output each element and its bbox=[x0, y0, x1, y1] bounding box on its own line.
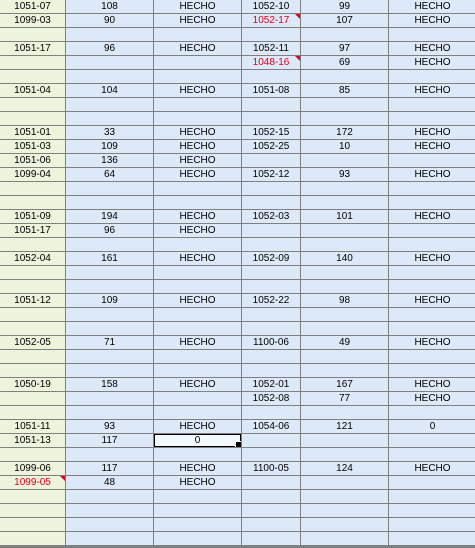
cell-r14-c2[interactable] bbox=[66, 182, 153, 195]
cell-r6-c4[interactable] bbox=[242, 70, 300, 83]
selected-cell[interactable]: 0 bbox=[154, 434, 241, 447]
cell-r27-c5[interactable] bbox=[301, 364, 388, 377]
cell-r29-c3[interactable] bbox=[154, 392, 241, 405]
cell-r37-c5[interactable] bbox=[301, 504, 388, 517]
fill-handle[interactable] bbox=[235, 441, 241, 447]
cell-r18-c6[interactable] bbox=[389, 238, 475, 251]
cell-r31-c1[interactable]: 1051-11 bbox=[0, 420, 65, 433]
cell-r5-c1[interactable] bbox=[0, 56, 65, 69]
cell-r25-c4[interactable]: 1100-06 bbox=[242, 336, 300, 349]
cell-r17-c6[interactable] bbox=[389, 224, 475, 237]
cell-r5-c6[interactable]: HECHO bbox=[389, 56, 475, 69]
cell-r18-c3[interactable] bbox=[154, 238, 241, 251]
cell-r2-c5[interactable]: 107 bbox=[301, 14, 388, 27]
cell-r13-c3[interactable]: HECHO bbox=[154, 168, 241, 181]
cell-r22-c5[interactable]: 98 bbox=[301, 294, 388, 307]
cell-r35-c5[interactable] bbox=[301, 476, 388, 489]
cell-r11-c1[interactable]: 1051-03 bbox=[0, 140, 65, 153]
cell-r8-c4[interactable] bbox=[242, 98, 300, 111]
cell-r4-c5[interactable]: 97 bbox=[301, 42, 388, 55]
cell-r23-c6[interactable] bbox=[389, 308, 475, 321]
cell-r6-c1[interactable] bbox=[0, 70, 65, 83]
cell-r34-c3[interactable]: HECHO bbox=[154, 462, 241, 475]
cell-r10-c1[interactable]: 1051-01 bbox=[0, 126, 65, 139]
cell-r10-c4[interactable]: 1052-15 bbox=[242, 126, 300, 139]
cell-r38-c2[interactable] bbox=[66, 518, 153, 531]
cell-r11-c4[interactable]: 1052-25 bbox=[242, 140, 300, 153]
cell-r38-c6[interactable] bbox=[389, 518, 475, 531]
cell-r30-c3[interactable] bbox=[154, 406, 241, 419]
cell-r21-c6[interactable] bbox=[389, 280, 475, 293]
cell-r15-c3[interactable] bbox=[154, 196, 241, 209]
cell-r28-c4[interactable]: 1052-01 bbox=[242, 378, 300, 391]
cell-r29-c1[interactable] bbox=[0, 392, 65, 405]
cell-r39-c1[interactable] bbox=[0, 532, 65, 545]
cell-r26-c3[interactable] bbox=[154, 350, 241, 363]
cell-r24-c2[interactable] bbox=[66, 322, 153, 335]
cell-r8-c1[interactable] bbox=[0, 98, 65, 111]
cell-r9-c6[interactable] bbox=[389, 112, 475, 125]
cell-r7-c2[interactable]: 104 bbox=[66, 84, 153, 97]
cell-r16-c2[interactable]: 194 bbox=[66, 210, 153, 223]
cell-r34-c1[interactable]: 1099-06 bbox=[0, 462, 65, 475]
cell-r4-c1[interactable]: 1051-17 bbox=[0, 42, 65, 55]
cell-r19-c5[interactable]: 140 bbox=[301, 252, 388, 265]
cell-r2-c2[interactable]: 90 bbox=[66, 14, 153, 27]
cell-r32-c1[interactable]: 1051-13 bbox=[0, 434, 65, 447]
cell-r35-c2[interactable]: 48 bbox=[66, 476, 153, 489]
cell-r5-c5[interactable]: 69 bbox=[301, 56, 388, 69]
cell-r24-c3[interactable] bbox=[154, 322, 241, 335]
cell-r30-c4[interactable] bbox=[242, 406, 300, 419]
cell-r38-c1[interactable] bbox=[0, 518, 65, 531]
cell-r8-c2[interactable] bbox=[66, 98, 153, 111]
cell-r9-c2[interactable] bbox=[66, 112, 153, 125]
cell-r34-c2[interactable]: 117 bbox=[66, 462, 153, 475]
cell-r19-c3[interactable]: HECHO bbox=[154, 252, 241, 265]
cell-r4-c2[interactable]: 96 bbox=[66, 42, 153, 55]
cell-r34-c6[interactable]: HECHO bbox=[389, 462, 475, 475]
cell-r16-c4[interactable]: 1052-03 bbox=[242, 210, 300, 223]
cell-r30-c2[interactable] bbox=[66, 406, 153, 419]
cell-r19-c6[interactable]: HECHO bbox=[389, 252, 475, 265]
cell-r1-c5[interactable]: 99 bbox=[301, 0, 388, 13]
cell-r26-c2[interactable] bbox=[66, 350, 153, 363]
cell-r15-c6[interactable] bbox=[389, 196, 475, 209]
cell-r3-c3[interactable] bbox=[154, 28, 241, 41]
cell-r26-c1[interactable] bbox=[0, 350, 65, 363]
cell-r3-c5[interactable] bbox=[301, 28, 388, 41]
cell-r12-c6[interactable] bbox=[389, 154, 475, 167]
cell-r21-c4[interactable] bbox=[242, 280, 300, 293]
cell-r38-c5[interactable] bbox=[301, 518, 388, 531]
cell-r9-c5[interactable] bbox=[301, 112, 388, 125]
cell-r14-c1[interactable] bbox=[0, 182, 65, 195]
cell-r21-c2[interactable] bbox=[66, 280, 153, 293]
cell-r36-c5[interactable] bbox=[301, 490, 388, 503]
cell-r23-c3[interactable] bbox=[154, 308, 241, 321]
cell-r13-c2[interactable]: 64 bbox=[66, 168, 153, 181]
cell-r17-c4[interactable] bbox=[242, 224, 300, 237]
cell-r28-c5[interactable]: 167 bbox=[301, 378, 388, 391]
cell-r16-c1[interactable]: 1051-09 bbox=[0, 210, 65, 223]
cell-r22-c2[interactable]: 109 bbox=[66, 294, 153, 307]
cell-r19-c1[interactable]: 1052-04 bbox=[0, 252, 65, 265]
cell-r13-c4[interactable]: 1052-12 bbox=[242, 168, 300, 181]
cell-r39-c3[interactable] bbox=[154, 532, 241, 545]
cell-r14-c6[interactable] bbox=[389, 182, 475, 195]
cell-r12-c1[interactable]: 1051-06 bbox=[0, 154, 65, 167]
cell-r20-c1[interactable] bbox=[0, 266, 65, 279]
cell-r8-c3[interactable] bbox=[154, 98, 241, 111]
cell-r15-c2[interactable] bbox=[66, 196, 153, 209]
cell-r36-c4[interactable] bbox=[242, 490, 300, 503]
cell-r7-c6[interactable]: HECHO bbox=[389, 84, 475, 97]
cell-r35-c6[interactable] bbox=[389, 476, 475, 489]
cell-r34-c4[interactable]: 1100-05 bbox=[242, 462, 300, 475]
cell-r6-c2[interactable] bbox=[66, 70, 153, 83]
cell-r23-c5[interactable] bbox=[301, 308, 388, 321]
cell-r36-c6[interactable] bbox=[389, 490, 475, 503]
cell-r39-c6[interactable] bbox=[389, 532, 475, 545]
cell-r5-c2[interactable] bbox=[66, 56, 153, 69]
cell-r24-c6[interactable] bbox=[389, 322, 475, 335]
cell-r11-c3[interactable]: HECHO bbox=[154, 140, 241, 153]
cell-r25-c5[interactable]: 49 bbox=[301, 336, 388, 349]
cell-r36-c3[interactable] bbox=[154, 490, 241, 503]
cell-r15-c4[interactable] bbox=[242, 196, 300, 209]
cell-r3-c1[interactable] bbox=[0, 28, 65, 41]
cell-r25-c6[interactable]: HECHO bbox=[389, 336, 475, 349]
cell-r9-c1[interactable] bbox=[0, 112, 65, 125]
cell-r23-c4[interactable] bbox=[242, 308, 300, 321]
cell-r13-c5[interactable]: 93 bbox=[301, 168, 388, 181]
cell-r30-c6[interactable] bbox=[389, 406, 475, 419]
cell-r4-c6[interactable]: HECHO bbox=[389, 42, 475, 55]
cell-r17-c3[interactable]: HECHO bbox=[154, 224, 241, 237]
cell-r26-c5[interactable] bbox=[301, 350, 388, 363]
cell-r31-c6[interactable]: 0 bbox=[389, 420, 475, 433]
cell-r27-c3[interactable] bbox=[154, 364, 241, 377]
cell-r33-c1[interactable] bbox=[0, 448, 65, 461]
cell-r32-c6[interactable] bbox=[389, 434, 475, 447]
cell-r24-c4[interactable] bbox=[242, 322, 300, 335]
cell-r1-c1[interactable]: 1051-07 bbox=[0, 0, 65, 13]
cell-r13-c6[interactable]: HECHO bbox=[389, 168, 475, 181]
cell-r10-c2[interactable]: 33 bbox=[66, 126, 153, 139]
cell-r6-c5[interactable] bbox=[301, 70, 388, 83]
cell-r28-c3[interactable]: HECHO bbox=[154, 378, 241, 391]
cell-r29-c6[interactable]: HECHO bbox=[389, 392, 475, 405]
cell-r29-c5[interactable]: 77 bbox=[301, 392, 388, 405]
cell-r31-c5[interactable]: 121 bbox=[301, 420, 388, 433]
cell-r15-c5[interactable] bbox=[301, 196, 388, 209]
cell-r2-c3[interactable]: HECHO bbox=[154, 14, 241, 27]
cell-r2-c6[interactable]: HECHO bbox=[389, 14, 475, 27]
cell-r37-c6[interactable] bbox=[389, 504, 475, 517]
cell-r28-c2[interactable]: 158 bbox=[66, 378, 153, 391]
cell-r33-c6[interactable] bbox=[389, 448, 475, 461]
cell-r1-c4[interactable]: 1052-10 bbox=[242, 0, 300, 13]
cell-r18-c2[interactable] bbox=[66, 238, 153, 251]
cell-r27-c4[interactable] bbox=[242, 364, 300, 377]
cell-r9-c4[interactable] bbox=[242, 112, 300, 125]
cell-r4-c3[interactable]: HECHO bbox=[154, 42, 241, 55]
cell-r10-c6[interactable]: HECHO bbox=[389, 126, 475, 139]
cell-r30-c1[interactable] bbox=[0, 406, 65, 419]
cell-r18-c1[interactable] bbox=[0, 238, 65, 251]
cell-r27-c2[interactable] bbox=[66, 364, 153, 377]
cell-r29-c2[interactable] bbox=[66, 392, 153, 405]
cell-r14-c5[interactable] bbox=[301, 182, 388, 195]
cell-r27-c6[interactable] bbox=[389, 364, 475, 377]
cell-r24-c1[interactable] bbox=[0, 322, 65, 335]
cell-r8-c5[interactable] bbox=[301, 98, 388, 111]
cell-r25-c1[interactable]: 1052-05 bbox=[0, 336, 65, 349]
cell-r31-c2[interactable]: 93 bbox=[66, 420, 153, 433]
cell-r25-c2[interactable]: 71 bbox=[66, 336, 153, 349]
cell-r20-c2[interactable] bbox=[66, 266, 153, 279]
cell-r26-c6[interactable] bbox=[389, 350, 475, 363]
cell-r21-c5[interactable] bbox=[301, 280, 388, 293]
cell-r11-c2[interactable]: 109 bbox=[66, 140, 153, 153]
cell-r34-c5[interactable]: 124 bbox=[301, 462, 388, 475]
cell-r8-c6[interactable] bbox=[389, 98, 475, 111]
cell-r28-c1[interactable]: 1050-19 bbox=[0, 378, 65, 391]
cell-r7-c5[interactable]: 85 bbox=[301, 84, 388, 97]
cell-r19-c4[interactable]: 1052-09 bbox=[242, 252, 300, 265]
cell-r33-c2[interactable] bbox=[66, 448, 153, 461]
cell-r10-c3[interactable]: HECHO bbox=[154, 126, 241, 139]
cell-r6-c3[interactable] bbox=[154, 70, 241, 83]
cell-r16-c3[interactable]: HECHO bbox=[154, 210, 241, 223]
cell-r32-c5[interactable] bbox=[301, 434, 388, 447]
cell-r11-c5[interactable]: 10 bbox=[301, 140, 388, 153]
cell-r39-c2[interactable] bbox=[66, 532, 153, 545]
cell-r20-c6[interactable] bbox=[389, 266, 475, 279]
cell-r12-c5[interactable] bbox=[301, 154, 388, 167]
cell-r32-c2[interactable]: 117 bbox=[66, 434, 153, 447]
cell-r12-c4[interactable] bbox=[242, 154, 300, 167]
cell-r37-c2[interactable] bbox=[66, 504, 153, 517]
cell-r20-c4[interactable] bbox=[242, 266, 300, 279]
cell-r21-c1[interactable] bbox=[0, 280, 65, 293]
cell-r13-c1[interactable]: 1099-04 bbox=[0, 168, 65, 181]
cell-r30-c5[interactable] bbox=[301, 406, 388, 419]
cell-r18-c5[interactable] bbox=[301, 238, 388, 251]
cell-r31-c3[interactable]: HECHO bbox=[154, 420, 241, 433]
cell-r19-c2[interactable]: 161 bbox=[66, 252, 153, 265]
cell-r3-c2[interactable] bbox=[66, 28, 153, 41]
cell-r7-c1[interactable]: 1051-04 bbox=[0, 84, 65, 97]
cell-r10-c5[interactable]: 172 bbox=[301, 126, 388, 139]
cell-r2-c1[interactable]: 1099-03 bbox=[0, 14, 65, 27]
cell-r14-c4[interactable] bbox=[242, 182, 300, 195]
cell-r33-c5[interactable] bbox=[301, 448, 388, 461]
cell-r23-c1[interactable] bbox=[0, 308, 65, 321]
cell-r24-c5[interactable] bbox=[301, 322, 388, 335]
cell-r7-c3[interactable]: HECHO bbox=[154, 84, 241, 97]
cell-r3-c6[interactable] bbox=[389, 28, 475, 41]
cell-r22-c6[interactable]: HECHO bbox=[389, 294, 475, 307]
cell-r17-c1[interactable]: 1051-17 bbox=[0, 224, 65, 237]
cell-r25-c3[interactable]: HECHO bbox=[154, 336, 241, 349]
cell-r1-c6[interactable]: HECHO bbox=[389, 0, 475, 13]
cell-r37-c1[interactable] bbox=[0, 504, 65, 517]
cell-r29-c4[interactable]: 1052-08 bbox=[242, 392, 300, 405]
cell-r17-c5[interactable] bbox=[301, 224, 388, 237]
cell-r7-c4[interactable]: 1051-08 bbox=[242, 84, 300, 97]
cell-r33-c4[interactable] bbox=[242, 448, 300, 461]
cell-r15-c1[interactable] bbox=[0, 196, 65, 209]
cell-r1-c2[interactable]: 108 bbox=[66, 0, 153, 13]
cell-r35-c1[interactable]: 1099-05 bbox=[0, 476, 65, 489]
cell-r6-c6[interactable] bbox=[389, 70, 475, 83]
cell-r3-c4[interactable] bbox=[242, 28, 300, 41]
cell-r35-c4[interactable] bbox=[242, 476, 300, 489]
cell-r9-c3[interactable] bbox=[154, 112, 241, 125]
cell-r33-c3[interactable] bbox=[154, 448, 241, 461]
cell-r38-c3[interactable] bbox=[154, 518, 241, 531]
cell-r14-c3[interactable] bbox=[154, 182, 241, 195]
cell-r22-c3[interactable]: HECHO bbox=[154, 294, 241, 307]
cell-r28-c6[interactable]: HECHO bbox=[389, 378, 475, 391]
cell-r20-c5[interactable] bbox=[301, 266, 388, 279]
cell-r35-c3[interactable]: HECHO bbox=[154, 476, 241, 489]
cell-r26-c4[interactable] bbox=[242, 350, 300, 363]
cell-r22-c4[interactable]: 1052-22 bbox=[242, 294, 300, 307]
cell-r20-c3[interactable] bbox=[154, 266, 241, 279]
cell-r18-c4[interactable] bbox=[242, 238, 300, 251]
cell-r21-c3[interactable] bbox=[154, 280, 241, 293]
cell-r4-c4[interactable]: 1052-11 bbox=[242, 42, 300, 55]
cell-r2-c4[interactable]: 1052-17 bbox=[242, 14, 300, 27]
cell-r32-c4[interactable] bbox=[242, 434, 300, 447]
cell-r31-c4[interactable]: 1054-06 bbox=[242, 420, 300, 433]
cell-r36-c2[interactable] bbox=[66, 490, 153, 503]
cell-r39-c4[interactable] bbox=[242, 532, 300, 545]
cell-r5-c3[interactable] bbox=[154, 56, 241, 69]
cell-r11-c6[interactable]: HECHO bbox=[389, 140, 475, 153]
cell-r39-c5[interactable] bbox=[301, 532, 388, 545]
cell-r17-c2[interactable]: 96 bbox=[66, 224, 153, 237]
cell-r12-c2[interactable]: 136 bbox=[66, 154, 153, 167]
cell-r38-c4[interactable] bbox=[242, 518, 300, 531]
cell-r27-c1[interactable] bbox=[0, 364, 65, 377]
cell-r36-c1[interactable] bbox=[0, 490, 65, 503]
cell-r12-c3[interactable]: HECHO bbox=[154, 154, 241, 167]
cell-r37-c3[interactable] bbox=[154, 504, 241, 517]
cell-r37-c4[interactable] bbox=[242, 504, 300, 517]
cell-r22-c1[interactable]: 1051-12 bbox=[0, 294, 65, 307]
cell-r1-c3[interactable]: HECHO bbox=[154, 0, 241, 13]
cell-r23-c2[interactable] bbox=[66, 308, 153, 321]
cell-r16-c6[interactable]: HECHO bbox=[389, 210, 475, 223]
cell-r5-c4[interactable]: 1048-16 bbox=[242, 56, 300, 69]
cell-r16-c5[interactable]: 101 bbox=[301, 210, 388, 223]
